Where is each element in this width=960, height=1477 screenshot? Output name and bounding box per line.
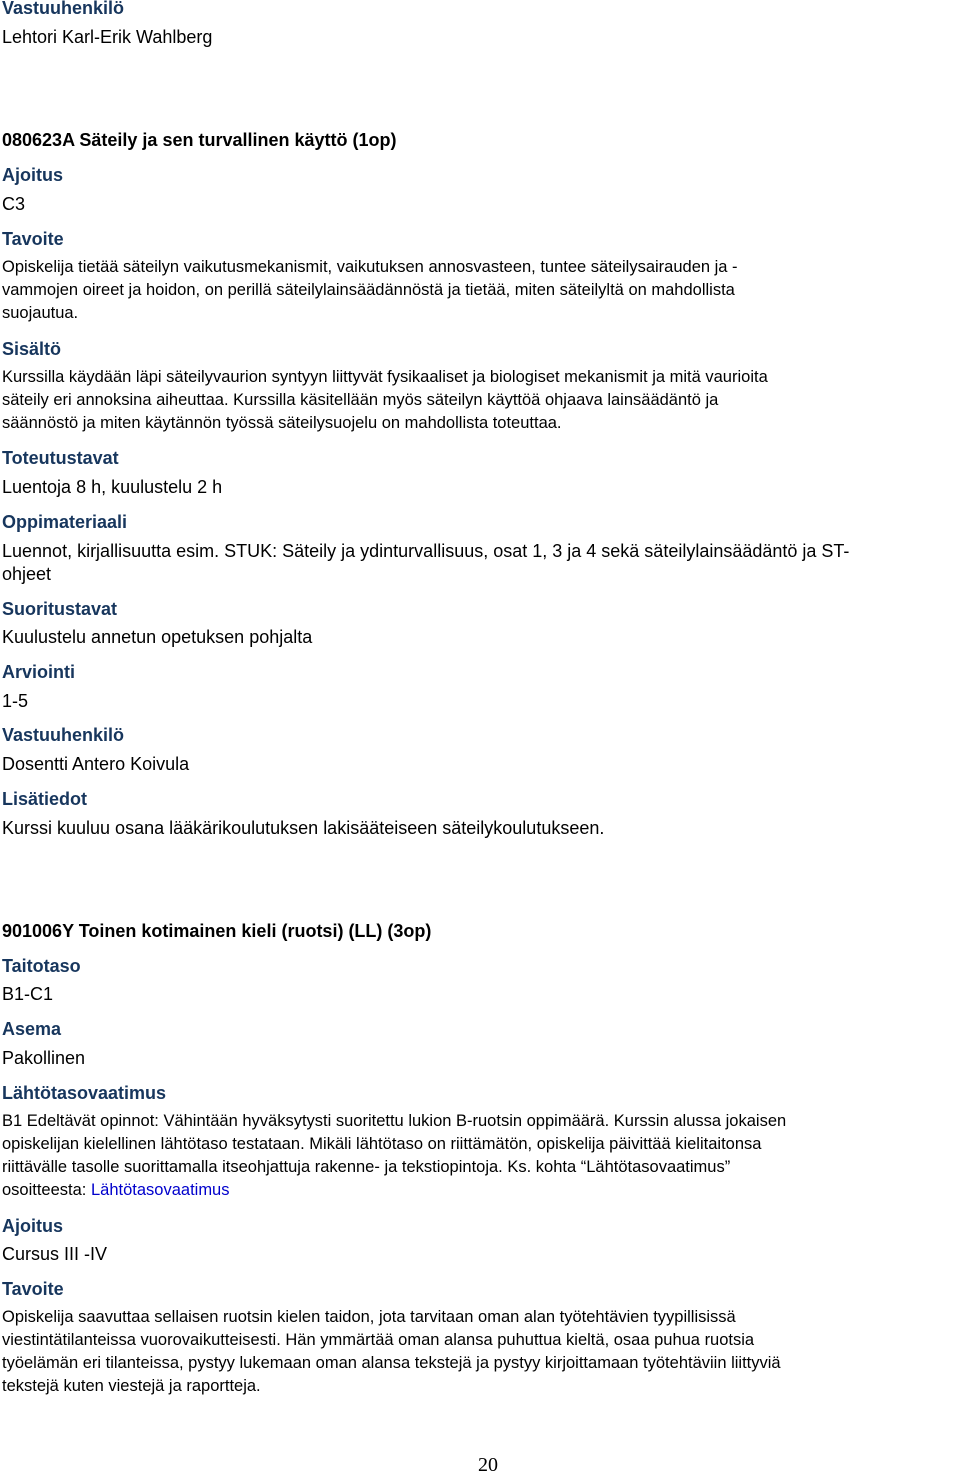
status-value: Pakollinen <box>2 1048 86 1068</box>
goal-line: Opiskelija saavuttaa sellaisen ruotsin kielen taidon, jota tarvitaan oman alan työtehtävien tyypillisissä <box>2 1308 736 1326</box>
prereq-prefix: osoitteesta: <box>2 1181 91 1199</box>
goal-heading: Tavoite <box>2 229 64 249</box>
responsible-heading: Vastuuhenkilö <box>2 0 125 18</box>
goal-line: suojautua. <box>2 304 79 322</box>
goal-line: vammojen oireet ja hoidon, on perillä säteilylainsäädännöstä ja tietää, miten säteilyltä on mahdollista <box>2 281 735 299</box>
responsible-heading: Vastuuhenkilö <box>2 725 125 745</box>
course-title: 080623A Säteily ja sen turvallinen käyttö (1op) <box>2 130 397 150</box>
prereq-line: B1 Edeltävät opinnot: Vähintään hyväksytysti suoritettu lukion B-ruotsin oppimäärä. Kurssin alussa jokaisen <box>2 1112 787 1130</box>
completion-heading: Suoritustavat <box>2 599 118 619</box>
material-line: Luennot, kirjallisuutta esim. STUK: Säteily ja ydinturvallisuus, osat 1, 3 ja 4 sekä säteilylainsäädäntö ja ST- <box>2 541 850 561</box>
completion-value: Kuulustelu annetun opetuksen pohjalta <box>2 627 313 647</box>
goal-heading: Tavoite <box>2 1279 64 1299</box>
timing-heading: Ajoitus <box>2 1216 63 1236</box>
info-value: Kurssi kuuluu osana lääkärikoulutuksen lakisääteiseen säteilykoulutukseen. <box>2 818 605 838</box>
prereq-line: riittävälle tasolle suorittamalla itseohjattuja rakenne- ja tekstiopintoja. Ks. kohta “Lähtötasovaatimus” <box>2 1158 731 1176</box>
content-line: Kurssilla käydään läpi säteilyvaurion syntyyn liittyvät fysikaaliset ja biologiset mekanismit ja mitä vaurioita <box>2 368 768 386</box>
timing-value: Cursus III -IV <box>2 1244 108 1264</box>
info-heading: Lisätiedot <box>2 789 88 809</box>
prereq-line <box>2 1179 230 1202</box>
course-title: 901006Y Toinen kotimainen kieli (ruotsi) (LL) (3op) <box>2 921 432 941</box>
goal-line: viestintätilanteissa vuorovaikutteisesti. Hän ymmärtää oman alansa puhuttua kieltä, osaa puhua ruotsia <box>2 1331 755 1349</box>
material-heading: Oppimateriaali <box>2 512 128 532</box>
prereq-heading: Lähtötasovaatimus <box>2 1083 167 1103</box>
methods-heading: Toteutustavat <box>2 448 119 468</box>
content-heading: Sisältö <box>2 339 62 359</box>
content-line: säteily eri annoksina aiheuttaa. Kurssilla käsitellään myös säteilyn käyttöä ohjaava lainsäädäntö ja <box>2 391 719 409</box>
goal-line: Opiskelija tietää säteilyn vaikutusmekanismit, vaikutuksen annosvasteen, tuntee säteilysairauden ja - <box>2 258 738 276</box>
grading-value: 1-5 <box>2 691 29 711</box>
goal-line: tekstejä kuten viestejä ja raportteja. <box>2 1377 261 1395</box>
timing-value: C3 <box>2 194 26 214</box>
level-value: B1-C1 <box>2 984 54 1004</box>
prereq-link[interactable]: Lähtötasovaatimus <box>90 1181 230 1199</box>
timing-heading: Ajoitus <box>2 165 63 185</box>
material-line: ohjeet <box>2 564 52 584</box>
status-heading: Asema <box>2 1019 62 1039</box>
methods-value: Luentoja 8 h, kuulustelu 2 h <box>2 477 223 497</box>
page-number: 20 <box>478 1454 498 1476</box>
grading-heading: Arviointi <box>2 662 76 682</box>
level-heading: Taitotaso <box>2 956 81 976</box>
prereq-line: opiskelijan kielellinen lähtötaso testataan. Mikäli lähtötaso on riittämätön, opiskelija päivittää kielitaitonsa <box>2 1135 762 1153</box>
content-line: säännöstö ja miten käytännön työssä säteilysuojelu on mahdollista toteuttaa. <box>2 414 562 432</box>
responsible-value: Lehtori Karl-Erik Wahlberg <box>2 27 213 47</box>
goal-line: työelämän eri tilanteissa, pystyy lukemaan oman alansa tekstejä ja pystyy kirjoittamaan työtehtäviin liittyviä <box>2 1354 781 1372</box>
responsible-value: Dosentti Antero Koivula <box>2 754 190 774</box>
